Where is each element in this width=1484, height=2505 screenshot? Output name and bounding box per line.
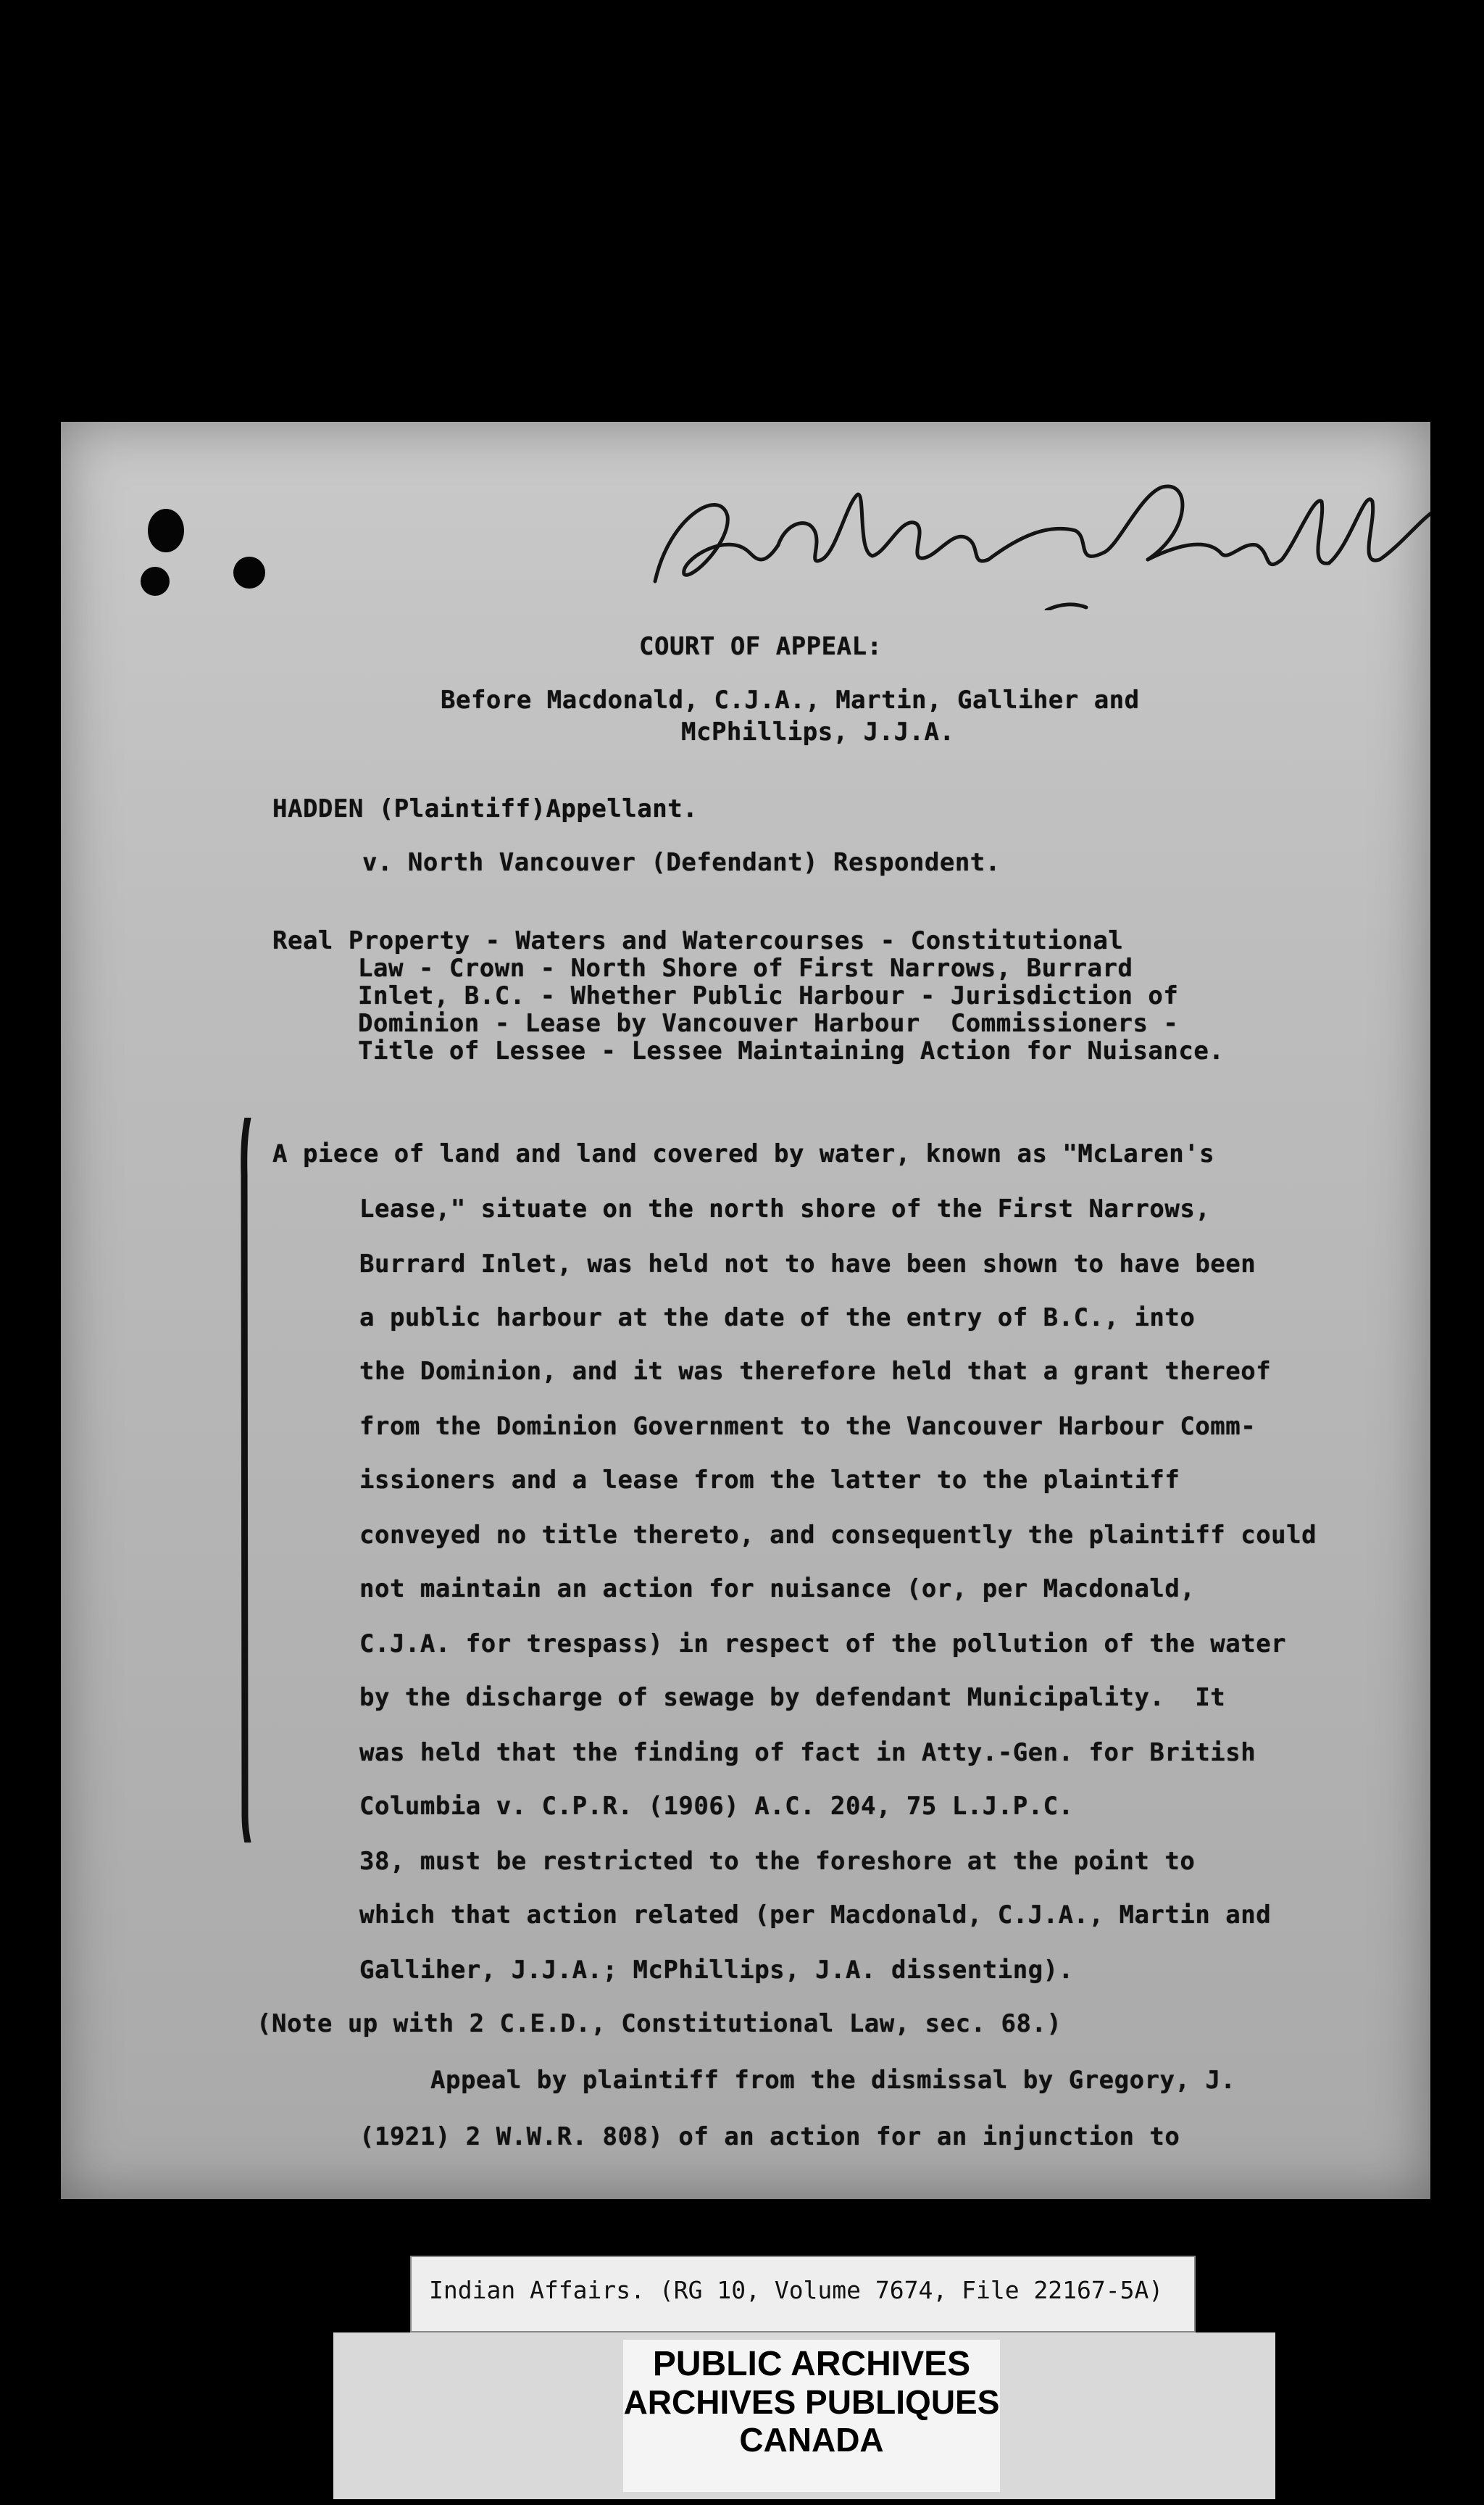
- body-line: 38, must be restricted to the foreshore at the point to: [359, 1847, 1196, 1876]
- punch-hole: [233, 557, 265, 589]
- court-heading: COURT OF APPEAL:: [639, 632, 883, 661]
- archives-stamp-line-2: ARCHIVES PUBLIQUES: [623, 2383, 1000, 2421]
- handwritten-signature: [641, 473, 1430, 610]
- body-line: the Dominion, and it was therefore held that a grant thereof: [359, 1357, 1272, 1386]
- body-line: C.J.A. for trespass) in respect of the pollution of the water: [359, 1629, 1287, 1658]
- body-line: Lease," situate on the north shore of the First Narrows,: [359, 1195, 1211, 1224]
- headnote-line: Inlet, B.C. - Whether Public Harbour - Jurisdiction of: [358, 981, 1179, 1010]
- bench-line-1: Before Macdonald, C.J.A., Martin, Galliher and: [441, 686, 1140, 715]
- archive-reference-strip: [410, 2256, 1196, 2332]
- body-line: issioners and a lease from the latter to the plaintiff: [359, 1466, 1180, 1495]
- body-line: Galliher, J.J.A.; McPhillips, J.A. dissenting).: [359, 1956, 1074, 1985]
- respondent-line: v. North Vancouver (Defendant) Respondent.: [362, 848, 1001, 877]
- body-line: conveyed no title thereto, and consequently the plaintiff could: [359, 1521, 1317, 1550]
- margin-bracket-mark: [238, 1118, 252, 1843]
- archives-stamp-line-1: PUBLIC ARCHIVES: [652, 2345, 971, 2383]
- body-line: A piece of land and land covered by water, known as "McLaren's: [272, 1139, 1215, 1168]
- archives-stamp-plate: [333, 2332, 1275, 2499]
- body-line: not maintain an action for nuisance (or, per Macdonald,: [359, 1574, 1196, 1603]
- body-line: Burrard Inlet, was held not to have been shown to have been: [359, 1250, 1256, 1279]
- headnote-line: Dominion - Lease by Vancouver Harbour Commissioners -: [358, 1009, 1179, 1038]
- headnote-line: Title of Lessee - Lessee Maintaining Action for Nuisance.: [358, 1037, 1225, 1065]
- archive-reference-text: Indian Affairs. (RG 10, Volume 7674, File 22167-5A): [429, 2276, 1164, 2304]
- headnote-line: Law - Crown - North Shore of First Narrows, Burrard: [358, 954, 1133, 983]
- body-line: which that action related (per Macdonald, C.J.A., Martin and: [359, 1900, 1272, 1929]
- body-line: a public harbour at the date of the entry of B.C., into: [359, 1303, 1196, 1332]
- archives-stamp: [623, 2340, 1000, 2492]
- body-line: from the Dominion Government to the Vancouver Harbour Comm-: [359, 1412, 1256, 1441]
- body-line: by the discharge of sewage by defendant Municipality. It: [359, 1683, 1226, 1712]
- document-page: [61, 422, 1430, 2199]
- appeal-line: Appeal by plaintiff from the dismissal by Gregory, J.: [430, 2066, 1236, 2095]
- appeal-line: (1921) 2 W.W.R. 808) of an action for an injunction to: [359, 2122, 1180, 2151]
- appellant-line: HADDEN (Plaintiff)Appellant.: [272, 794, 699, 823]
- note-line: (Note up with 2 C.E.D., Constitutional Law, sec. 68.): [257, 2009, 1062, 2038]
- punch-hole: [141, 567, 170, 596]
- bench-line-2: McPhillips, J.J.A.: [681, 718, 955, 747]
- archives-stamp-line-3: CANADA: [739, 2421, 884, 2459]
- body-line: Columbia v. C.P.R. (1906) A.C. 204, 75 L.J.P.C.: [359, 1792, 1074, 1821]
- headnote-line: Real Property - Waters and Watercourses - Constitutional: [272, 926, 1124, 955]
- punch-hole: [148, 509, 184, 552]
- body-line: was held that the finding of fact in Atty.-Gen. for British: [359, 1738, 1256, 1767]
